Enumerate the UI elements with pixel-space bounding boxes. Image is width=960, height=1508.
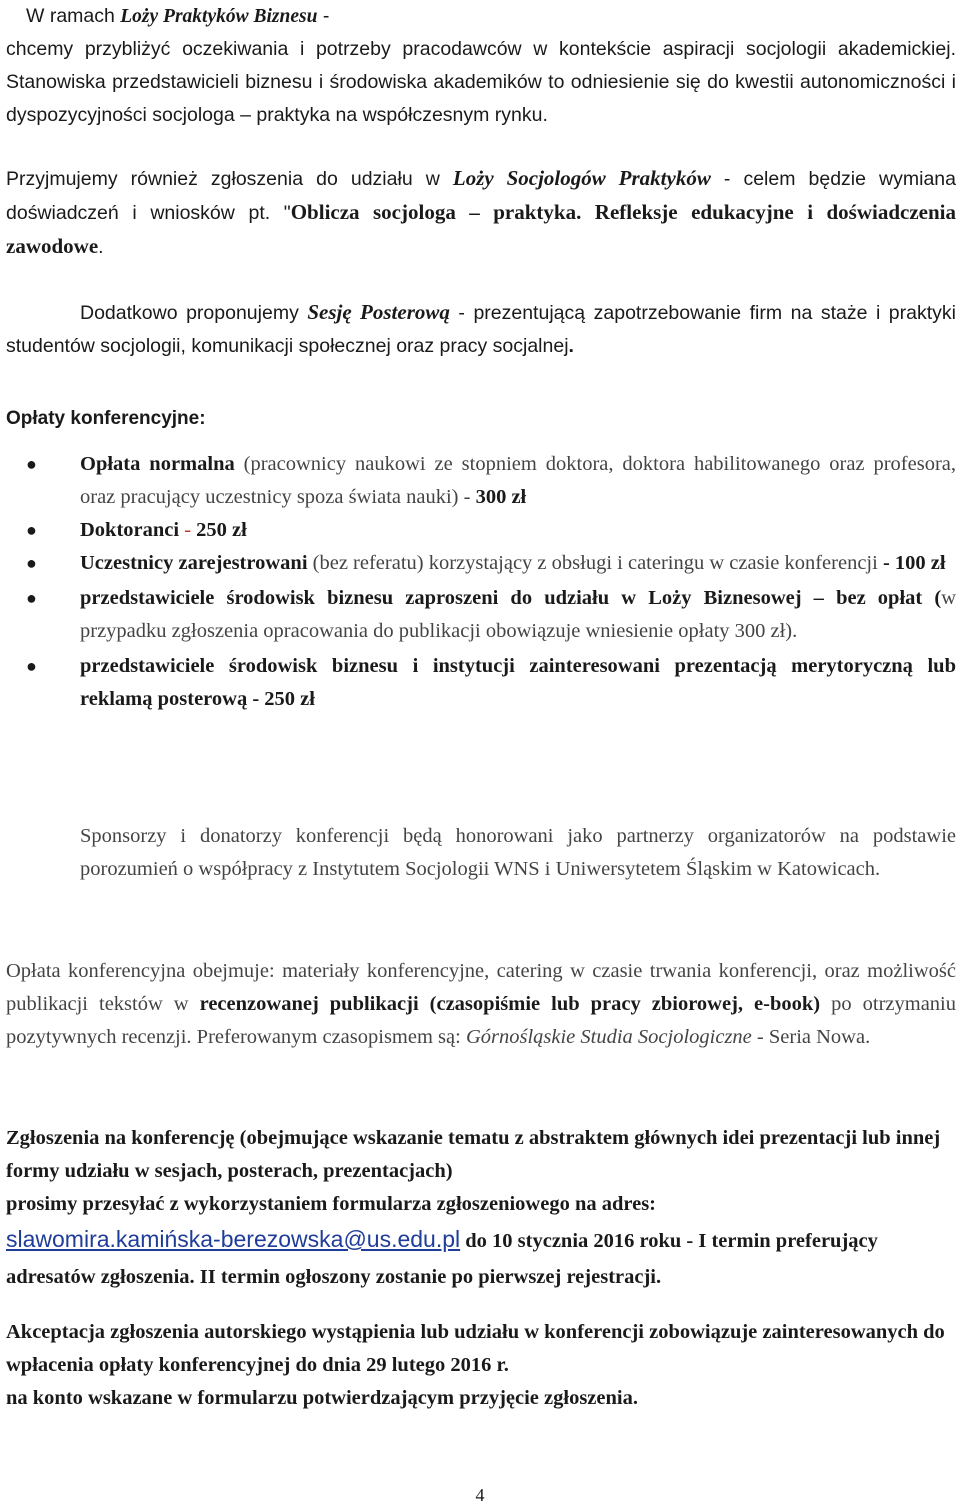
acceptance-text-1: Akceptacja zgłoszenia autorskiego wystąpienia lub udziału w konferencji zobowiązuje zainteresowanych do wpłacenia opłaty konferencyjnej do dnia 29 lutego 2016 r. (6, 1321, 945, 1376)
intro-lead: W ramach Loży Praktyków Biznesu - (26, 5, 330, 27)
bullet-icon: ● (26, 520, 37, 540)
list-item: ● Doktoranci - 250 zł (6, 514, 956, 547)
fees-list (6, 448, 956, 716)
list-item: ● przedstawiciele środowisk biznesu zaproszeni do udziału w Loży Biznesowej – bez opłat (w przypadku zgłoszenia opracowania do publikacji obowiązuje wniesienie opłaty 300 zł). (6, 582, 956, 648)
loza-socjologow-section (6, 162, 956, 264)
loza-socjologow-name: Loży Socjologów Praktyków (452, 166, 711, 190)
poster-text: Dodatkowo proponujemy Sesję Posterową - prezentującą zapotrzebowanie firm na staże i praktyki studentów socjologii, komunikacji społecznej oraz pracy socjalnej. (6, 300, 956, 357)
list-item: ● Opłata normalna (pracownicy naukowi ze stopniem doktora, doktora habilitowanego oraz profesora, oraz pracujący uczestnicy spoza świata nauki) - 300 zł (6, 448, 956, 514)
poster-session-name: Sesję Posterową (307, 300, 450, 324)
intro-section (6, 0, 956, 132)
loza-biznesu-name: Loży Praktyków Biznesu (120, 6, 318, 27)
bullet-icon: ● (26, 588, 37, 608)
journal-name: Górnośląskie Studia Socjologiczne (465, 1026, 752, 1048)
page-number: 4 (475, 1485, 485, 1505)
bullet-icon: ● (26, 656, 37, 676)
sponsors-section (80, 820, 956, 886)
coverage-text: Opłata konferencyjna obejmuje: materiały konferencyjne, catering w czasie trwania konferencji, oraz możliwość publikacji tekstów w recenzowanej publikacji (czasopiśmie lub pracy zbiorowej, e-book) po otrzymaniu pozytywnych recenzji. Preferowanym czasopismem są: Górnośląskie Studia Socjologiczne - Seria Nowa. (6, 960, 956, 1048)
fees-heading: Opłaty konferencyjne: (6, 408, 206, 429)
submission-text-2: prosimy przesyłać z wykorzystaniem formularza zgłoszeniowego na adres: (6, 1193, 657, 1215)
intro-text: chcemy przybliżyć oczekiwania i potrzeby pracodawców w kontekście aspiracji socjologii akademickiej. Stanowiska przedstawicieli biznesu i środowiska akademików to odniesienie się do kwestii autonomiczności i dyspozycyjności socjologa – praktyka na współczesnym rynku. (6, 38, 956, 126)
bullet-icon: ● (26, 553, 37, 573)
list-item: ● przedstawiciele środowisk biznesu i instytucji zainteresowani prezentacją merytoryczną lub reklamą posterową - 250 zł (6, 650, 956, 716)
fees-section (6, 402, 956, 435)
loza-socjologow-title: Oblicza socjologa – praktyka. Refleksje edukacyjne i doświadczenia zawodowe (6, 200, 957, 258)
sponsors-text: Sponsorzy i donatorzy konferencji będą honorowani jako partnerzy organizatorów na podstawie porozumień o współpracy z Instytutem Socjologii WNS i Uniwersytetem Śląskim w Katowicach. (80, 825, 956, 880)
acceptance-section (6, 1316, 956, 1415)
submission-section (6, 1122, 956, 1295)
fees-list-wrap (6, 448, 956, 716)
submission-text-3: slawomira.kamińska-berezowska@us.edu.pl do 10 stycznia 2016 roku - I termin preferujący adresatów zgłoszenia. II termin ogłoszony zostanie po pierwszej rejestracji. (6, 1226, 878, 1288)
loza-socjologow-text: Przyjmujemy również zgłoszenia do udziału w Loży Socjologów Praktyków - celem będzie wymiana doświadczeń i wniosków pt. "Oblicza socjologa – praktyka. Refleksje edukacyjne i doświadczenia zawodowe. (6, 166, 957, 258)
bullet-icon: ● (26, 454, 37, 474)
coverage-section (6, 955, 956, 1054)
email-link[interactable]: slawomira.kamińska-berezowska@us.edu.pl (6, 1226, 461, 1252)
list-item: ● Uczestnicy zarejestrowani (bez referatu) korzystający z obsługi i cateringu w czasie konferencji - 100 zł (6, 547, 956, 580)
acceptance-text-2: na konto wskazane w formularzu potwierdzającym przyjęcie zgłoszenia. (6, 1387, 638, 1409)
submission-text-1: Zgłoszenia na konferencję (obejmujące wskazanie tematu z abstraktem głównych idei prezentacji lub innej formy udziału w sesjach, posterach, prezentacjach) (6, 1127, 941, 1182)
poster-section (6, 296, 956, 363)
